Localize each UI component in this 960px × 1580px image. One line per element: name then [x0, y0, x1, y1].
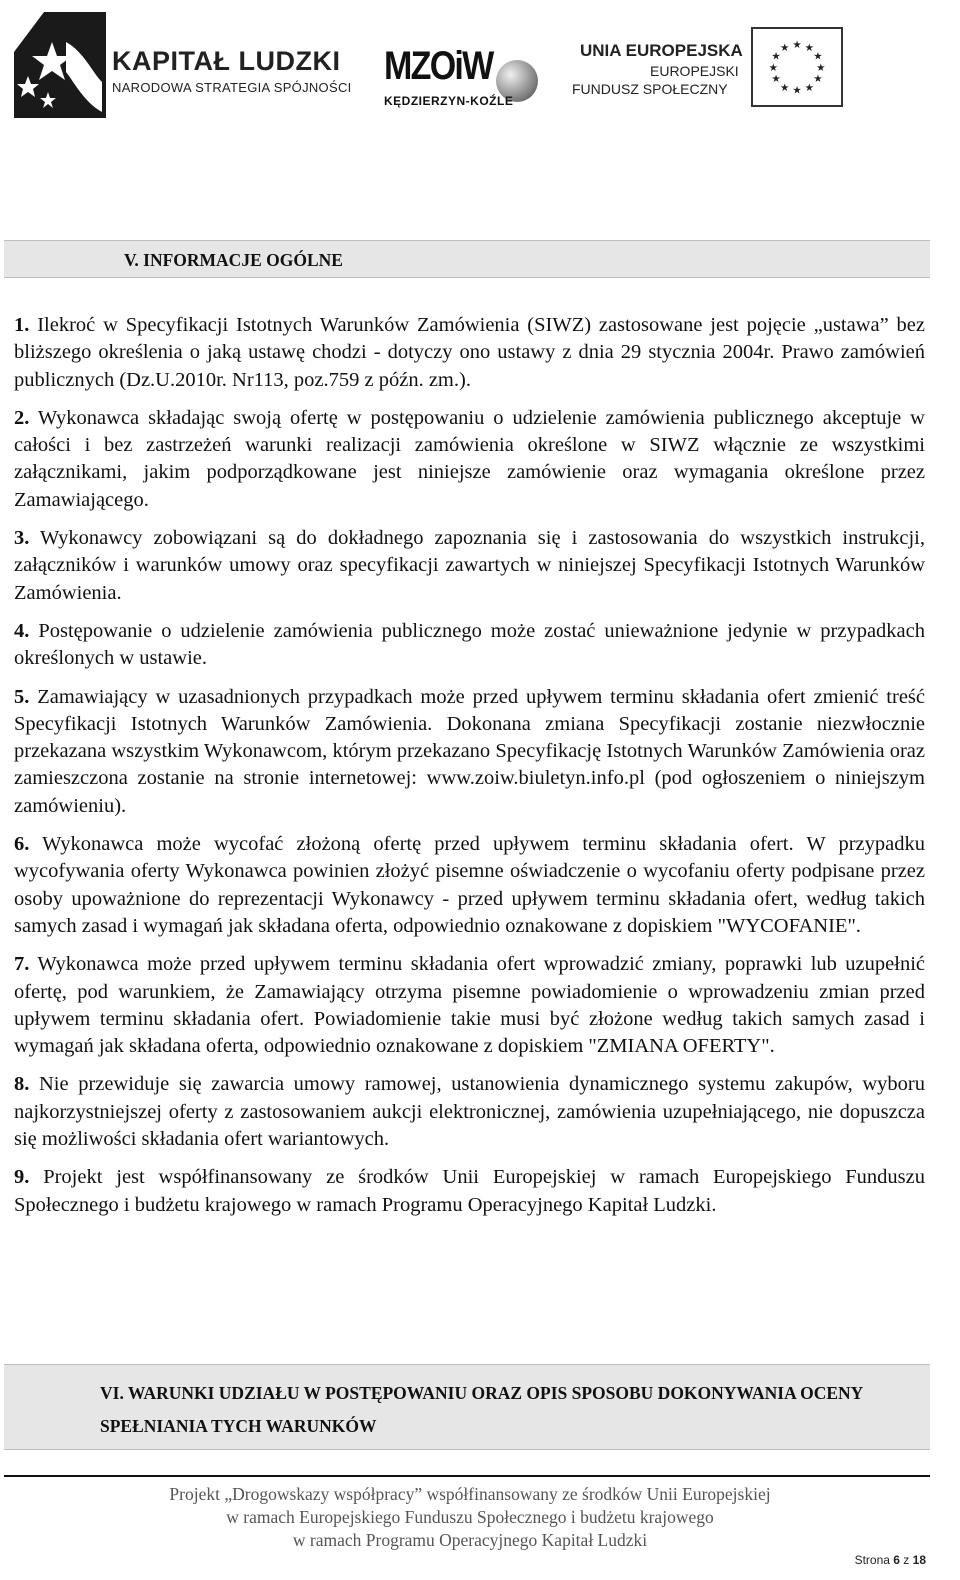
paragraph-text: Ilekroć w Specyfikacji Istotnych Warunków Zamówienia (SIWZ) zastosowane jest pojęcie „ustawa” bez bliższego określenia o jaką ustawę chodzi - dotyczy ono ustawy z dnia 29 stycznia 2004r. Prawo zamówień publicznych (Dz.U.2010r. Nr113, poz.759 z późn. zm.). — [14, 314, 925, 391]
eu-flag-icon — [751, 27, 843, 107]
paragraph-text: Wykonawca może wycofać złożoną ofertę przed upływem terminu składania ofert. W przypadku wycofywania oferty Wykonawca powinien złożyć pisemne oświadczenie o wycofaniu oferty podpisane przez osoby upoważnione do reprezentacji Wykonawcy - przed upływem terminu składania ofert, według takich samych zasad i wymagań jak składana oferta, odpowiednio oznakowane z dopiskiem "WYCOFANIE". — [14, 833, 925, 937]
paragraph-text: Zamawiający w uzasadnionych przypadkach może przed upływem terminu składania ofert zmienić treść Specyfikacji Istotnych Warunków Zamówienia. Dokonana zmiana Specyfikacji zostanie niezwłocznie przekazana wszystkim Wykonawcom, którym przekazano Specyfikację Istotnych Warunków Zamówienia oraz zamieszczona zostanie na stronie internetowej: www.zoiw.biuletyn.info.pl (pod ogłoszeniem o niniejszym zamówieniu). — [14, 685, 925, 817]
section-v-title: V. INFORMACJE OGÓLNE — [124, 250, 343, 270]
paragraph-number: 3. — [14, 527, 30, 550]
section-vi-title: VI. WARUNKI UDZIAŁU W POSTĘPOWANIU ORAZ OPIS SPOSOBU DOKONYWANIA OCENY SPEŁNIANIA TYCH WARUNKÓW — [100, 1383, 863, 1436]
svg-text:★: ★ — [771, 73, 781, 86]
paragraph-text: Wykonawcy zobowiązani są do dokładnego zapoznania się i zastosowania do wszystkich instrukcji, załączników i warunków umowy oraz specyfikacji zawartych w niniejszej Specyfikacji Istotnych Warunków Zamówienia. — [14, 527, 925, 604]
svg-text:★: ★ — [813, 50, 823, 63]
paragraph-8 — [14, 1071, 925, 1153]
footer-line-1: Projekt „Drogowskazy współpracy” współfinansowany ze środków Unii Europejskiej — [169, 1484, 771, 1504]
paragraph-2 — [14, 405, 925, 514]
page-number — [855, 1553, 926, 1567]
page-header — [0, 0, 960, 130]
paragraph-5 — [14, 684, 925, 820]
svg-text:★: ★ — [804, 81, 815, 94]
paragraph-number: 1. — [14, 314, 30, 336]
page-current: 6 — [893, 1553, 900, 1567]
svg-text:★: ★ — [816, 61, 826, 74]
kapital-ludzki-subtitle: NARODOWA STRATEGIA SPÓJNOŚCI — [112, 80, 352, 95]
svg-text:★: ★ — [804, 41, 815, 54]
paragraph-number: 6. — [14, 833, 30, 856]
section-v-content — [14, 312, 925, 1230]
paragraph-4 — [14, 618, 925, 673]
eu-line-2: EUROPEJSKI — [650, 63, 739, 79]
paragraph-text: Wykonawca może przed upływem terminu składania ofert wprowadzić zmiany, poprawki lub uzupełnić ofertę, pod warunkiem, że Zamawiający otrzyma pisemne powiadomienie o wprowadzeniu zmian przed upływem terminu składania ofert. Powiadomienie takie musi być złożone według takich samych zasad i wymagań jak składana oferta, odpowiednio oznakowane z dopiskiem "ZMIANA OFERTY". — [14, 953, 925, 1058]
footer-line-2: w ramach Europejskiego Funduszu Społecznego i budżetu krajowego — [226, 1507, 714, 1527]
svg-text:★: ★ — [779, 41, 790, 54]
paragraph-number: 9. — [14, 1166, 30, 1189]
svg-text:★: ★ — [779, 81, 790, 94]
paragraph-number: 4. — [14, 619, 30, 642]
section-v-header — [4, 240, 930, 278]
paragraph-number: 2. — [14, 406, 30, 429]
paragraph-text: Wykonawca składając swoją ofertę w postępowaniu o udzielenie zamówienia publicznego akceptuje w całości i bez zastrzeżeń warunki realizacji zamówienia określone w SIWZ włącznie ze wszystkimi załącznikami, jakim podporządkowane jest niniejsze zamówienie oraz wymagania określone przez Zamawiającego. — [14, 406, 925, 511]
paragraph-number: 8. — [14, 1073, 30, 1096]
mzoiw-subtitle: KĘDZIERZYN-KOŹLE — [384, 94, 514, 108]
page-separator: z — [899, 1553, 913, 1567]
paragraph-1 — [14, 312, 925, 394]
kapital-ludzki-logo — [14, 12, 106, 118]
paragraph-9 — [14, 1164, 925, 1219]
kapital-ludzki-title: KAPITAŁ LUDZKI — [112, 46, 341, 76]
svg-text:★: ★ — [792, 39, 802, 51]
footer-line-3: w ramach Programu Operacyjnego Kapitał Ludzki — [292, 1530, 648, 1550]
svg-text:★: ★ — [813, 73, 823, 86]
eu-line-3: FUNDUSZ SPOŁECZNY — [572, 81, 728, 97]
svg-text:★: ★ — [771, 50, 781, 63]
paragraph-6 — [14, 831, 925, 940]
paragraph-3 — [14, 525, 925, 607]
paragraph-number: 5. — [14, 685, 30, 708]
paragraph-text: Postępowanie o udzielenie zamówienia publicznego może zostać unieważnione jedynie w przypadkach określonych w ustawie. — [14, 619, 925, 670]
svg-text:★: ★ — [792, 84, 802, 97]
section-vi-header — [4, 1364, 930, 1450]
page-total: 18 — [912, 1553, 926, 1567]
page-prefix: Strona — [854, 1553, 894, 1567]
paragraph-number: 7. — [14, 953, 30, 976]
paragraph-text: Nie przewiduje się zawarcia umowy ramowej, ustanowienia dynamicznego systemu zakupów, wyboru najkorzystniejszej oferty z zastosowaniem aukcji elektronicznej, zamówienia uzupełniającego, nie dopuszcza się możliwości składania ofert wariantowych. — [14, 1073, 925, 1151]
paragraph-7 — [14, 951, 925, 1060]
svg-text:★: ★ — [768, 61, 778, 74]
eu-title: UNIA EUROPEJSKA — [580, 41, 743, 60]
mzoiw-logo-text: MZOiW — [384, 44, 493, 88]
paragraph-text: Projekt jest współfinansowany ze środków Unii Europejskiej w ramach Europejskiego Funduszu Społecznego i budżetu krajowego w ramach Programu Operacyjnego Kapitał Ludzki. — [14, 1166, 925, 1216]
footer-divider — [4, 1475, 930, 1477]
